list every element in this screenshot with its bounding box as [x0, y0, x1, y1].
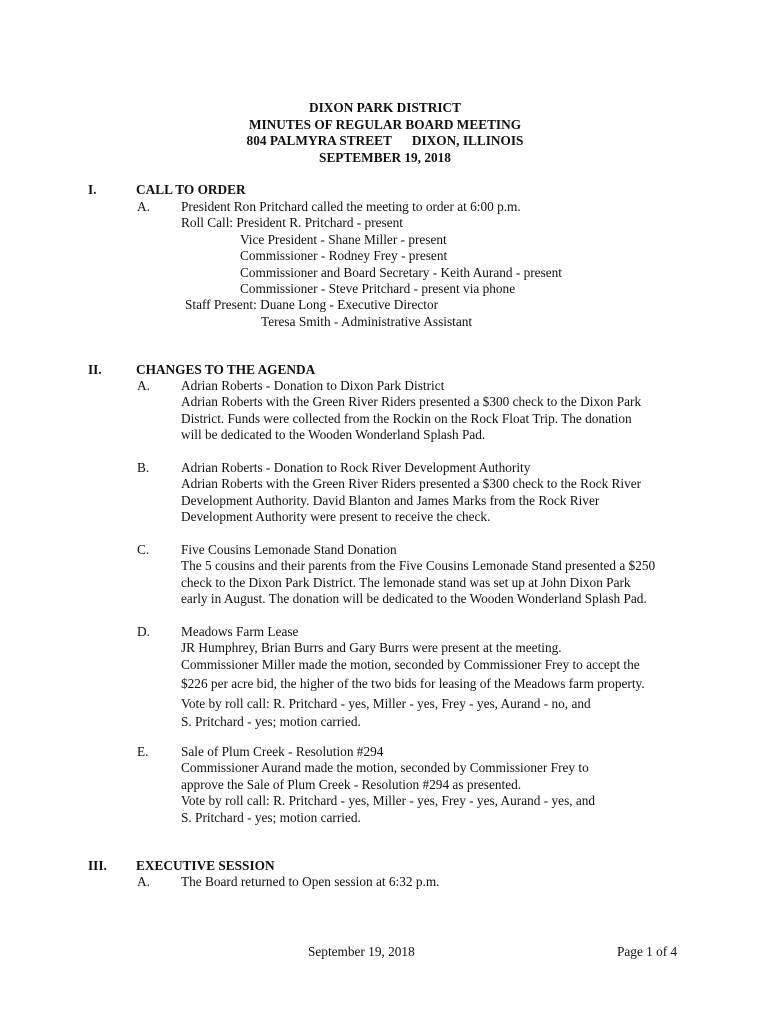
item-line: Vote by roll call: R. Pritchard - yes, Miller - yes, Frey - yes, Aurand - yes, and	[181, 793, 596, 809]
item-line: Development Authority were present to receive the check.	[181, 509, 491, 525]
item-line: Adrian Roberts with the Green River Riders presented a $300 check to the Dixon Park	[181, 394, 642, 410]
item-line: approve the Sale of Plum Creek - Resolution #294 as presented.	[181, 776, 522, 792]
meeting-date: SEPTEMBER 19, 2018	[319, 149, 451, 165]
item-line: Commissioner Miller made the motion, seconded by Commissioner Frey to accept the	[181, 656, 640, 672]
meeting-address: 804 PALMYRA STREET	[246, 133, 392, 149]
item-line: S. Pritchard - yes; motion carried.	[181, 714, 361, 730]
footer-date: September 19, 2018	[308, 944, 415, 959]
item-line: Commissioner Aurand made the motion, seconded by Commissioner Frey to	[181, 760, 589, 776]
item-text	[181, 542, 681, 608]
item-text	[181, 199, 681, 330]
item-text	[181, 378, 681, 444]
meeting-title: MINUTES OF REGULAR BOARD MEETING	[248, 116, 522, 132]
item-text	[181, 744, 681, 826]
section-number: III.	[88, 858, 107, 873]
item-line: JR Humphrey, Brian Burrs and Gary Burrs were present at the meeting.	[181, 640, 562, 656]
item-letter: A.	[137, 874, 150, 889]
item-line: Adrian Roberts - Donation to Rock River Development Authority	[181, 460, 531, 475]
roll-call-line: Commissioner - Steve Pritchard - present via phone	[240, 281, 516, 297]
item-line: Sale of Plum Creek - Resolution #294	[181, 744, 384, 759]
item-line: Development Authority. David Blanton and James Marks from the Rock River	[181, 492, 600, 508]
item-line: S. Pritchard - yes; motion carried.	[181, 809, 361, 825]
roll-call-line: Vice President - Shane Miller - present	[240, 231, 447, 247]
item-line: early in August. The donation will be dedicated to the Wooden Wonderland Splash Pad.	[181, 591, 647, 607]
roll-call-line: Commissioner - Rodney Frey - present	[240, 248, 448, 264]
item-line: Adrian Roberts with the Green River Riders presented a $300 check to the Rock River	[181, 476, 642, 492]
section-title: CALL TO ORDER	[136, 182, 246, 197]
staff-line: Teresa Smith - Administrative Assistant	[261, 313, 473, 329]
page-number: Page 1 of 4	[617, 944, 678, 959]
item-line: $226 per acre bid, the higher of the two bids for leasing of the Meadows farm property.	[181, 676, 645, 692]
district-name: DIXON PARK DISTRICT	[309, 100, 461, 115]
item-letter: A.	[137, 199, 150, 214]
item-letter: B.	[137, 460, 150, 475]
roll-call-line: Commissioner and Board Secretary - Keith Aurand - present	[240, 264, 562, 280]
meeting-location	[0, 133, 770, 150]
item-line: Meadows Farm Lease	[181, 624, 299, 639]
item-line: Vote by roll call: R. Pritchard - yes, Miller - yes, Frey - yes, Aurand - no, and	[181, 695, 591, 711]
item-letter: C.	[137, 542, 150, 557]
item-line: District. Funds were collected from the Rockin on the Rock Float Trip. The donation	[181, 410, 632, 426]
section-number: I.	[88, 182, 97, 197]
item-line: The 5 cousins and their parents from the Five Cousins Lemonade Stand presented a $250	[181, 558, 656, 574]
item-text	[181, 624, 681, 730]
item-line: check to the Dixon Park District. The lemonade stand was set up at John Dixon Park	[181, 574, 631, 590]
item-text	[181, 460, 681, 526]
meeting-city: DIXON, ILLINOIS	[411, 133, 524, 149]
section-number: II.	[88, 362, 102, 377]
staff-line: Staff Present: Duane Long - Executive Director	[185, 297, 439, 313]
item-letter: A.	[137, 378, 150, 393]
document-header	[0, 100, 770, 166]
item-line: Five Cousins Lemonade Stand Donation	[181, 542, 397, 557]
item-line: Adrian Roberts - Donation to Dixon Park District	[181, 378, 445, 393]
item-letter: E.	[137, 744, 149, 759]
section-title: CHANGES TO THE AGENDA	[136, 362, 316, 377]
section-title: EXECUTIVE SESSION	[136, 858, 275, 873]
item-text	[181, 874, 681, 890]
item-line: will be dedicated to the Wooden Wonderland Splash Pad.	[181, 427, 486, 443]
roll-call-line: Roll Call: President R. Pritchard - present	[181, 215, 403, 231]
item-letter: D.	[137, 624, 150, 639]
call-to-order-line: President Ron Pritchard called the meeting to order at 6:00 p.m.	[181, 199, 521, 214]
item-line: The Board returned to Open session at 6:32 p.m.	[181, 874, 440, 889]
